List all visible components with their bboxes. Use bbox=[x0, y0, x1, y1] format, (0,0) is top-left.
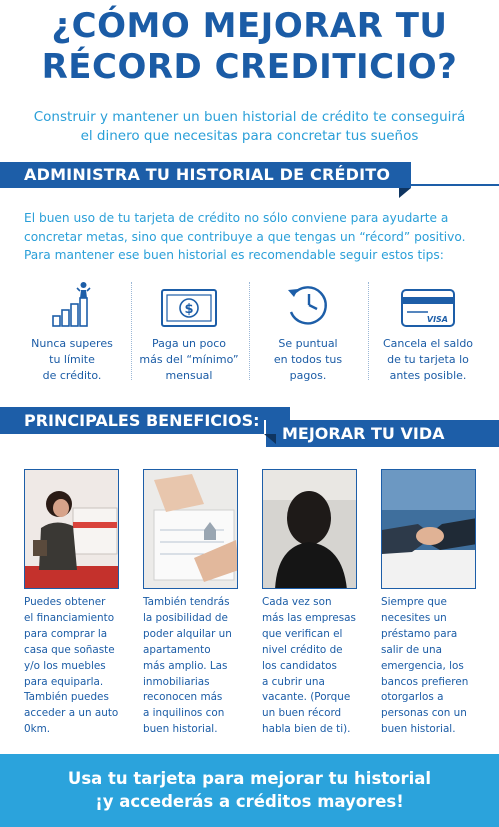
tip-line: en todos tus bbox=[273, 353, 343, 366]
benefit-line: Siempre que bbox=[381, 596, 447, 608]
credit-card-icon bbox=[372, 278, 484, 328]
tip-line: tu límite bbox=[49, 353, 95, 366]
benefit-line: más las empresas bbox=[262, 611, 356, 624]
tip-line: de tu tarjeta lo bbox=[387, 353, 469, 366]
handshake-photo bbox=[381, 469, 476, 589]
benefit-line: y/o los muebles bbox=[24, 659, 106, 672]
tip-text bbox=[252, 336, 364, 384]
page-title bbox=[0, 6, 499, 88]
benefit-line: personas con un bbox=[381, 707, 467, 720]
benefit-line: un buen récord bbox=[262, 707, 342, 720]
tip-line: Cancela el saldo bbox=[382, 337, 474, 350]
band-line-decoration bbox=[411, 184, 499, 186]
card-brand-label: VISA bbox=[426, 315, 448, 324]
tip-line: más del “mínimo” bbox=[139, 353, 239, 366]
benefit-line: buen historial. bbox=[143, 723, 218, 736]
woman-furniture-photo bbox=[24, 469, 119, 589]
intro-line-2: concretar metas, sino que contribuye a que tengas un “récord” positivo. bbox=[24, 229, 466, 244]
section-heading-administra: ADMINISTRA TU HISTORIAL DE CRÉDITO bbox=[0, 162, 411, 188]
tip-text bbox=[133, 336, 245, 384]
benefit-line: la posibilidad de bbox=[143, 611, 228, 624]
benefit-line: habla bien de ti). bbox=[262, 723, 351, 736]
tip-text bbox=[372, 336, 484, 384]
intro-line-1: El buen uso de tu tarjeta de crédito no sólo conviene para ayudarte a bbox=[24, 211, 449, 225]
benefit-line: a inquilinos con bbox=[143, 707, 225, 720]
benefit-line: emergencia, los bbox=[381, 659, 464, 672]
benefit-text bbox=[143, 595, 243, 738]
page-subtitle bbox=[0, 108, 499, 146]
house-keys-photo bbox=[143, 469, 238, 589]
footer-line-2: ¡y accederás a créditos mayores! bbox=[95, 792, 404, 811]
tip-line: antes posible. bbox=[389, 369, 467, 382]
svg-text:$: $ bbox=[184, 302, 194, 317]
divider bbox=[131, 282, 132, 380]
benefit-line: bancos prefieren bbox=[381, 675, 469, 688]
section-heading-mejorar: MEJORAR TU VIDA bbox=[264, 420, 499, 447]
benefit-line: salir de una bbox=[381, 643, 442, 656]
divider bbox=[249, 282, 250, 380]
tip-line: Paga un poco bbox=[151, 337, 227, 350]
tip-line: Se puntual bbox=[278, 337, 338, 350]
title-line-2: RÉCORD CREDITICIO? bbox=[41, 47, 458, 87]
tip-line: Nunca superes bbox=[31, 337, 113, 350]
benefit-line: el financiamiento bbox=[24, 611, 115, 624]
benefit-line: poder alquilar un bbox=[143, 627, 232, 640]
subtitle-line-1: Construir y mantener un buen historial de crédito te conseguirá bbox=[33, 109, 466, 125]
benefit-line: que verifican el bbox=[262, 627, 343, 640]
benefit-line: vacante. (Porque bbox=[262, 691, 351, 704]
benefit-line: préstamo para bbox=[381, 627, 458, 640]
section-intro bbox=[24, 209, 484, 265]
benefit-line: 0km. bbox=[24, 723, 51, 736]
benefit-line: necesites un bbox=[381, 611, 447, 624]
footer-banner bbox=[0, 754, 499, 827]
benefit-line: Puedes obtener bbox=[24, 596, 106, 608]
benefit-line: acceder a un auto bbox=[24, 707, 119, 720]
tip-text bbox=[16, 336, 128, 384]
tip-item bbox=[16, 278, 128, 384]
subtitle-line-2: el dinero que necesitas para concretar tus sueños bbox=[80, 128, 419, 144]
benefit-text bbox=[381, 595, 481, 738]
title-line-1: ¿CÓMO MEJORAR TU bbox=[51, 6, 448, 46]
clock-icon bbox=[252, 278, 364, 328]
tip-line: pagos. bbox=[289, 369, 327, 382]
tip-item bbox=[372, 278, 484, 384]
benefit-line: inmobiliarias bbox=[143, 675, 210, 688]
benefit-line: También tendrás bbox=[143, 596, 230, 608]
benefit-line: apartamento bbox=[143, 643, 211, 656]
benefit-line: los candidatos bbox=[262, 659, 337, 672]
intro-line-3: Para mantener ese buen historial es recomendable seguir estos tips: bbox=[24, 248, 444, 262]
benefit-line: para comprar la bbox=[24, 627, 108, 640]
band-fold-decoration bbox=[399, 188, 411, 198]
benefit-line: casa que soñaste bbox=[24, 643, 115, 656]
tip-line: de crédito. bbox=[42, 369, 102, 382]
divider bbox=[368, 282, 369, 380]
benefit-line: buen historial. bbox=[381, 723, 456, 736]
benefit-line: a cubrir una bbox=[262, 675, 325, 688]
growth-stairs-icon bbox=[16, 278, 128, 328]
band-fold-decoration bbox=[264, 434, 276, 444]
tip-line: mensual bbox=[165, 369, 213, 382]
footer-line-1: Usa tu tarjeta para mejorar tu historial bbox=[67, 769, 432, 788]
job-interview-photo bbox=[262, 469, 357, 589]
benefit-line: También puedes bbox=[24, 691, 109, 704]
benefit-line: Cada vez son bbox=[262, 596, 332, 608]
section-heading-beneficios: PRINCIPALES BENEFICIOS: bbox=[0, 407, 290, 434]
benefit-line: más amplio. Las bbox=[143, 659, 228, 672]
benefit-line: otorgarlos a bbox=[381, 691, 444, 704]
tip-item bbox=[252, 278, 364, 384]
benefit-text bbox=[262, 595, 362, 738]
benefit-line: para equiparla. bbox=[24, 675, 104, 688]
banknote-icon bbox=[133, 278, 245, 328]
benefit-line: reconocen más bbox=[143, 691, 223, 704]
tip-item bbox=[133, 278, 245, 384]
benefit-line: nivel crédito de bbox=[262, 643, 343, 656]
benefit-text bbox=[24, 595, 124, 738]
